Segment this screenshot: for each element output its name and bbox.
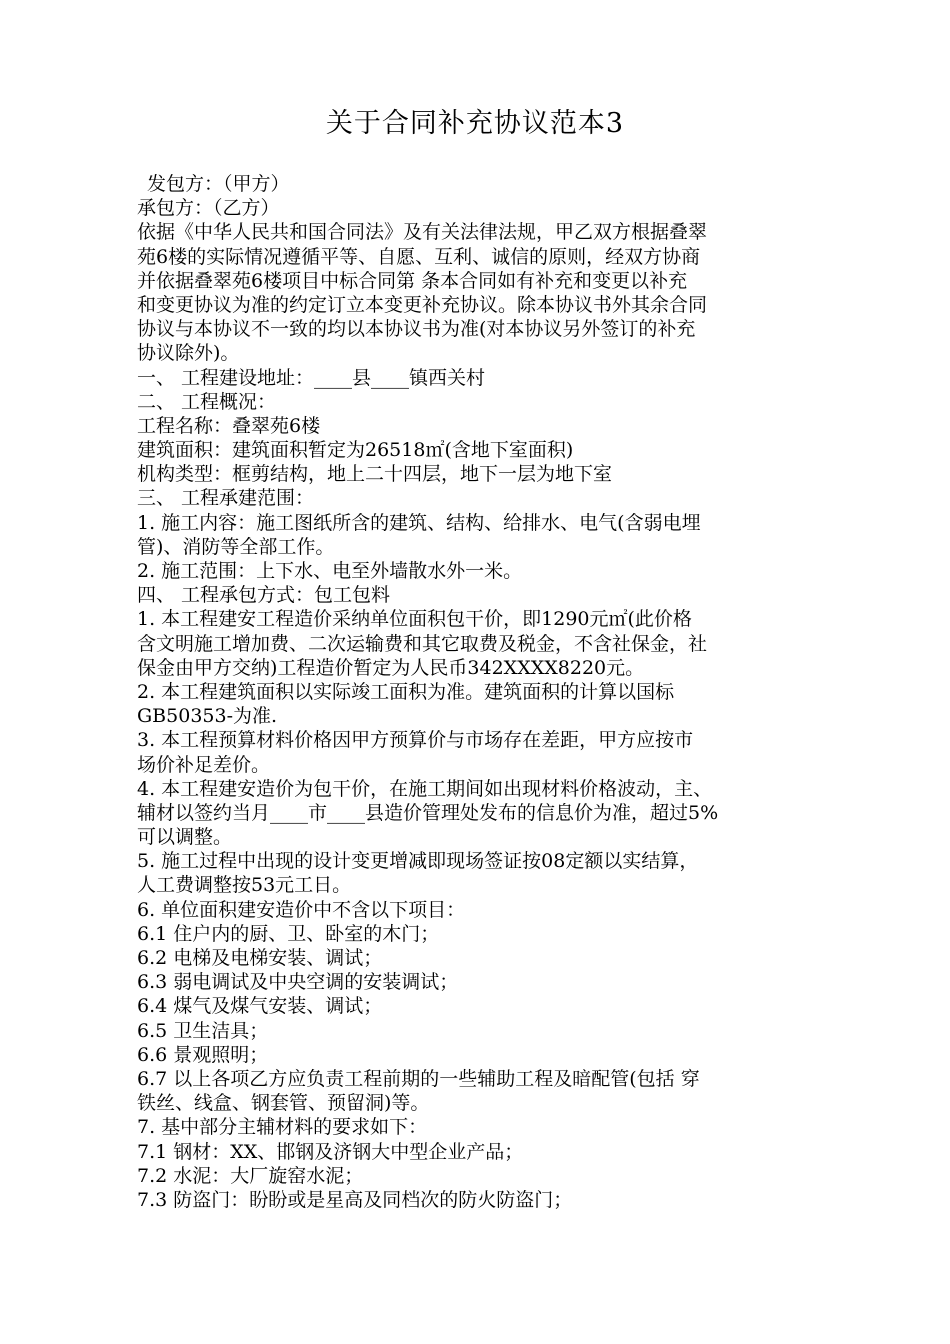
text-line: 工程名称：叠翠苑6楼 [137, 414, 321, 437]
text-line: 6.1 住户内的厨、卫、卧室的木门； [137, 922, 440, 945]
text-line: 和变更协议为准的约定订立本变更补充协议。除本协议书外其余合同 [137, 293, 708, 316]
text-line: 6. 单位面积建安造价中不含以下项目： [137, 898, 466, 921]
text-line: 7.3 防盗门：盼盼或是星高及同档次的防火防盗门； [137, 1188, 573, 1211]
text-line: 6.2 电梯及电梯安装、调试； [137, 947, 383, 969]
text-line: 发包方：（甲方） [147, 173, 290, 195]
text-line: 2. 施工范围：上下水、电至外墙散水外一米。 [137, 560, 523, 582]
text-line: 依据《中华人民共和国合同法》及有关法律法规，甲乙双方根据叠翠 [137, 221, 708, 244]
text-line: 5. 施工过程中出现的设计变更增减即现场签证按08定额以实结算， [137, 850, 699, 873]
text-line: 7.2 水泥：大厂旋窑水泥； [137, 1164, 364, 1187]
text-line: 保金由甲方交纳)工程造价暂定为人民币342XXXX8220元。 [137, 656, 645, 679]
text-line: 3. 本工程预算材料价格因甲方预算价与市场存在差距，甲方应按市 [137, 729, 694, 752]
text-line: 铁丝、线盒、钢套管、预留洞)等。 [137, 1092, 430, 1115]
text-line: 6.5 卫生洁具； [137, 1019, 269, 1042]
text-line: 7. 基中部分主辅材料的要求如下： [137, 1116, 428, 1139]
document-body [137, 172, 817, 1212]
text-line: 苑6楼的实际情况遵循平等、自愿、互利、诚信的原则，经双方协商 [137, 245, 701, 268]
text-line: GB50353-为准. [137, 705, 278, 728]
text-line: 1. 施工内容：施工图纸所含的建筑、结构、给排水、电气(含弱电埋 [137, 511, 701, 534]
text-line: 场价补足差价。 [137, 753, 271, 776]
text-line: 人工费调整按53元工日。 [137, 874, 352, 897]
text-line: 机构类型：框剪结构，地上二十四层，地下一层为地下室 [137, 463, 613, 486]
text-line: 三、 工程承建范围： [137, 487, 315, 510]
text-line: 可以调整。 [137, 826, 233, 849]
text-line: 协议除外)。 [137, 342, 240, 365]
text-line: 建筑面积：建筑面积暂定为26518㎡(含地下室面积) [137, 439, 574, 462]
text-line: 承包方：（乙方） [137, 197, 280, 220]
text-line: 6.4 煤气及煤气安装、调试； [137, 995, 383, 1018]
text-line: 协议与本协议不一致的均以本协议书为准(对本协议另外签订的补充 [137, 318, 696, 341]
text-line: 管)、消防等全部工作。 [137, 535, 335, 558]
text-line: 二、 工程概况： [137, 390, 277, 413]
text-line: 一、 工程建设地址：____县____镇西关村 [137, 366, 486, 389]
text-line: 含文明施工增加费、二次运输费和其它取费及税金，不含社保金，社 [137, 632, 708, 655]
text-line: 辅材以签约当月____市____县造价管理处发布的信息价为准，超过5% [137, 801, 719, 824]
text-line: 1. 本工程建安工程造价采纳单位面积包干价，即1290元㎡(此价格 [137, 608, 692, 631]
text-line: 6.6 景观照明； [137, 1043, 269, 1066]
page-title: 关于合同补充协议范本3 [325, 108, 625, 139]
text-line: 四、 工程承包方式：包工包料 [137, 584, 391, 607]
text-line: 并依据叠翠苑6楼项目中标合同第 条本合同如有补充和变更以补充 [137, 269, 688, 292]
text-line: 6.7 以上各项乙方应负责工程前期的一些辅助工程及暗配管(包括 穿 [137, 1067, 700, 1090]
text-line: 4. 本工程建安造价为包干价，在施工期间如出现材料价格波动，主、 [137, 777, 713, 800]
text-line: 2. 本工程建筑面积以实际竣工面积为准。建筑面积的计算以国标 [137, 680, 675, 703]
text-line: 6.3 弱电调试及中央空调的安装调试； [137, 971, 459, 994]
text-line: 7.1 钢材：XX、邯钢及济钢大中型企业产品； [137, 1140, 524, 1163]
